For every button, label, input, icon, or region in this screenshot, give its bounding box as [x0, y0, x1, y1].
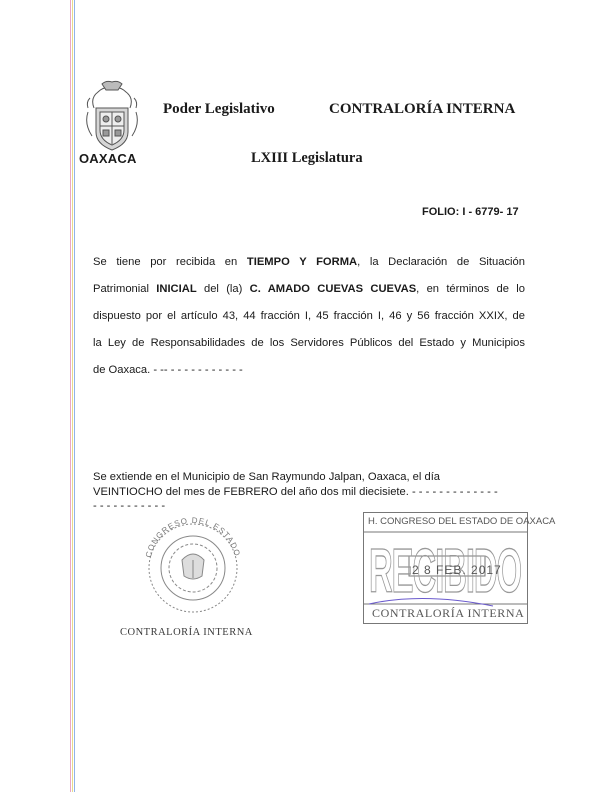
text-run: Se tiene por recibida en: [93, 256, 247, 268]
header-subtitle: LXIII Legislatura: [251, 150, 363, 166]
header-left-title: Poder Legislativo: [163, 101, 275, 117]
seal-arc-text: CONGRESO DEL ESTADO: [143, 515, 242, 559]
paragraph-line: VEINTIOCHO del mes de FEBRERO del año dos mil diecisiete. - - - - - - - - - - - - -: [93, 485, 498, 498]
emblem-label: OAXACA: [79, 151, 137, 166]
text-run: , en términos de lo: [416, 283, 525, 295]
stamp-bottom-text: CONTRALORÍA INTERNA: [372, 606, 525, 620]
svg-text:CONGRESO DEL ESTADO: [144, 516, 242, 559]
round-seal-icon: [138, 510, 248, 622]
text-run: Patrimonial: [93, 283, 157, 295]
coat-of-arms-icon: [82, 78, 142, 154]
paragraph-line: de Oaxaca. - -- - - - - - - - - - - -: [93, 364, 243, 376]
declarant-name: C. AMADO CUEVAS CUEVAS: [249, 283, 417, 295]
paragraph-line: Se extiende en el Municipio de San Raymundo Jalpan, Oaxaca, el día: [93, 471, 441, 483]
declaration-paragraph: [93, 249, 525, 384]
text-run: , la Declaración de Situación: [357, 256, 525, 268]
margin-line-yellow: [72, 0, 73, 792]
text-run-bold: INICIAL: [156, 283, 197, 295]
paragraph-line: - - - - - - - - - - -: [93, 500, 166, 512]
text-run: del (la): [196, 283, 250, 295]
text-run-bold: TIEMPO Y FORMA: [246, 256, 358, 268]
stamp-top-text: H. CONGRESO DEL ESTADO DE OAXACA: [368, 516, 556, 527]
header-right-title: CONTRALORÍA INTERNA: [329, 101, 516, 117]
recibido-big-text: RECIBIDO: [369, 537, 521, 606]
paragraph-line: dispuesto por el artículo 43, 44 fracción I, 45 fracción I, 46 y 56 fracción XXIX, de: [93, 310, 525, 322]
stamp-date: 2 8 FEB. 2017: [412, 563, 502, 577]
issuance-paragraph: [93, 470, 533, 514]
paragraph-line: la Ley de Responsabilidades de los Servidores Públicos del Estado y Municipios: [93, 337, 525, 349]
folio-number: FOLIO: I - 6779- 17: [422, 206, 519, 218]
paragraph-line: [93, 276, 525, 303]
seal-label: CONTRALORÍA INTERNA: [120, 627, 253, 638]
paragraph-line: [93, 249, 525, 276]
margin-line-pink: [70, 0, 71, 792]
margin-line-blue: [74, 0, 75, 792]
